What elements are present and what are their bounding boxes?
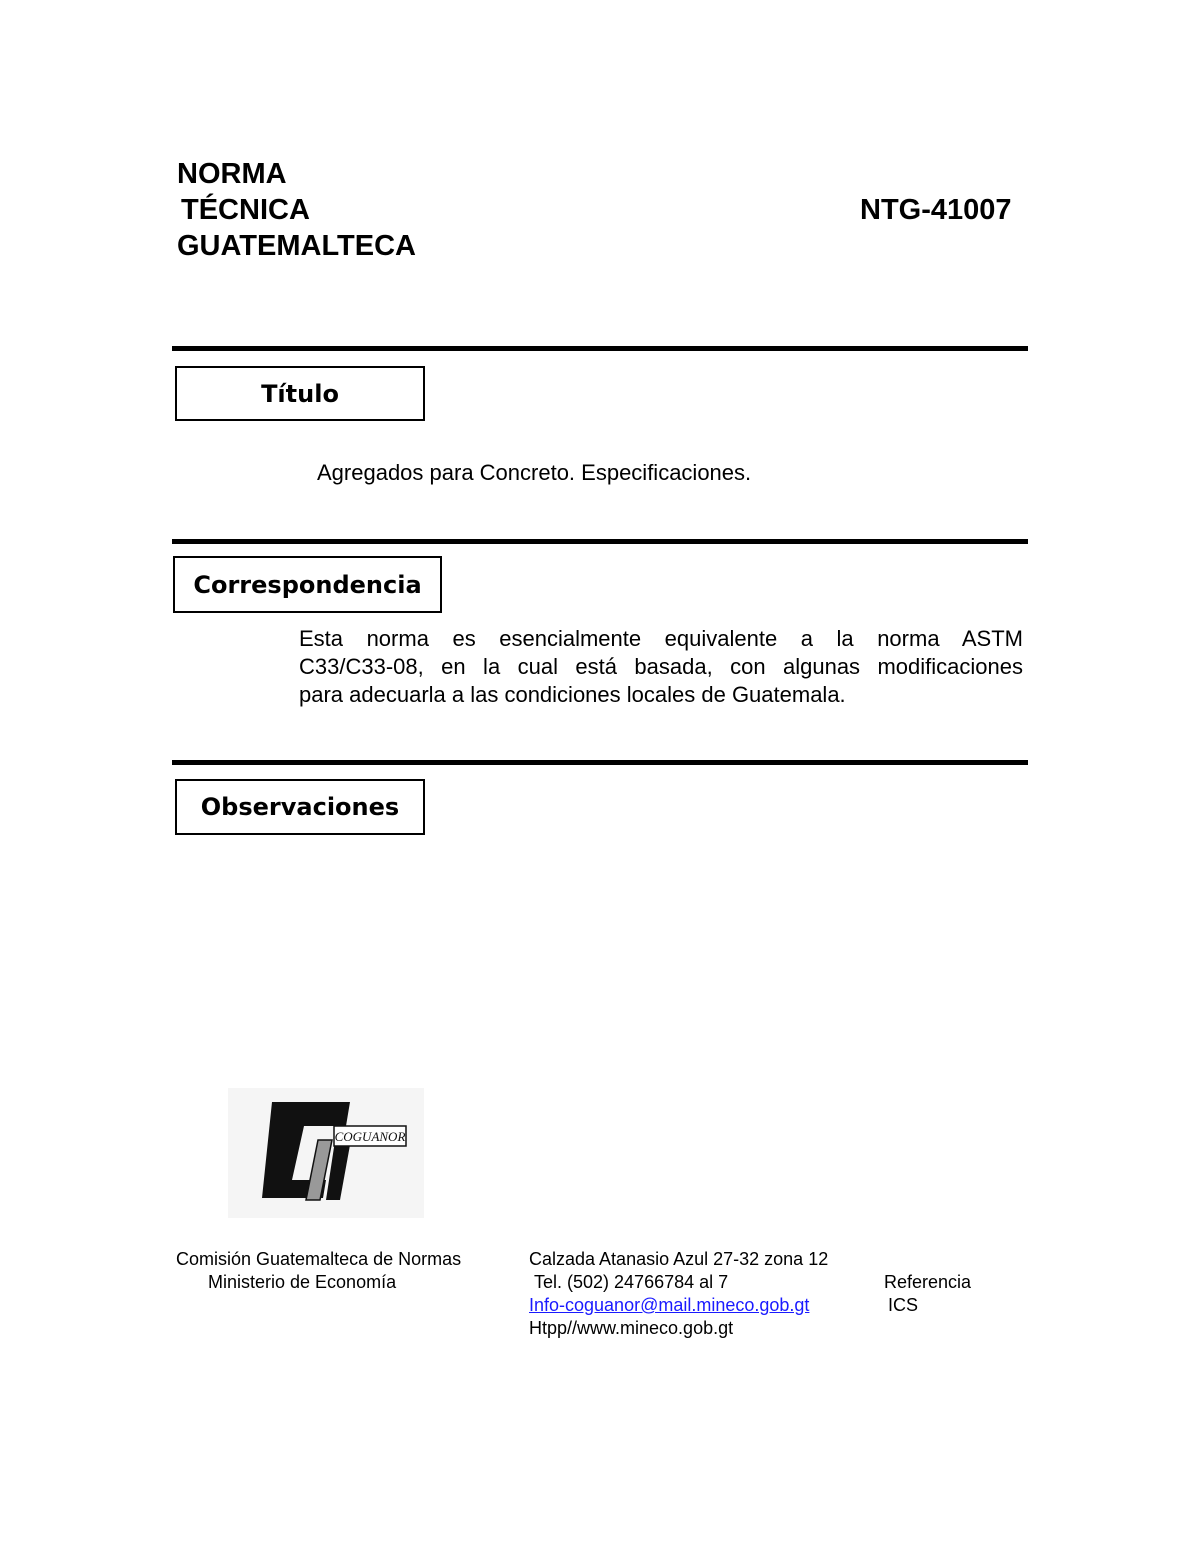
footer-ministry: Ministerio de Economía [208, 1272, 397, 1292]
titulo-label: Título [261, 379, 339, 408]
footer-ics-label: ICS [888, 1295, 919, 1315]
header-title-line-1: NORMA [177, 158, 287, 190]
coguanor-logo-icon [228, 1088, 424, 1218]
footer-reference-label: Referencia [884, 1272, 972, 1292]
titulo-text: Agregados para Concreto. Especificaciones. [317, 460, 752, 485]
footer-phone: Tel. (502) 24766784 al 7 [534, 1272, 729, 1292]
footer-org-name: Comisión Guatemalteca de Normas [176, 1249, 462, 1269]
correspondencia-label: Correspondencia [193, 570, 422, 599]
section-divider [172, 346, 1028, 351]
footer-website: Htpp//www.mineco.gob.gt [529, 1318, 734, 1338]
footer-address: Calzada Atanasio Azul 27-32 zona 12 [529, 1249, 829, 1269]
standard-code: NTG-41007 [860, 194, 1012, 226]
section-divider [172, 539, 1028, 544]
correspondencia-line: Esta norma es esencialmente equivalente a la norma ASTM [299, 626, 1023, 651]
section-divider [172, 760, 1028, 765]
observaciones-label-box [175, 779, 425, 835]
logo-text: COGUANOR [334, 1129, 406, 1144]
correspondencia-text [299, 625, 1023, 709]
header-title-line-3: GUATEMALTECA [177, 230, 416, 262]
coguanor-logo [228, 1088, 424, 1218]
footer-email-link[interactable]: Info-coguanor@mail.mineco.gob.gt [529, 1295, 810, 1315]
correspondencia-line: para adecuarla a las condiciones locales de Guatemala. [299, 682, 846, 707]
titulo-label-box [175, 366, 425, 421]
observaciones-label: Observaciones [200, 793, 400, 821]
correspondencia-label-box [173, 556, 442, 613]
correspondencia-line: C33/C33-08, en la cual está basada, con algunas modificaciones [299, 654, 1023, 679]
header-title-line-2: TÉCNICA [181, 194, 310, 226]
